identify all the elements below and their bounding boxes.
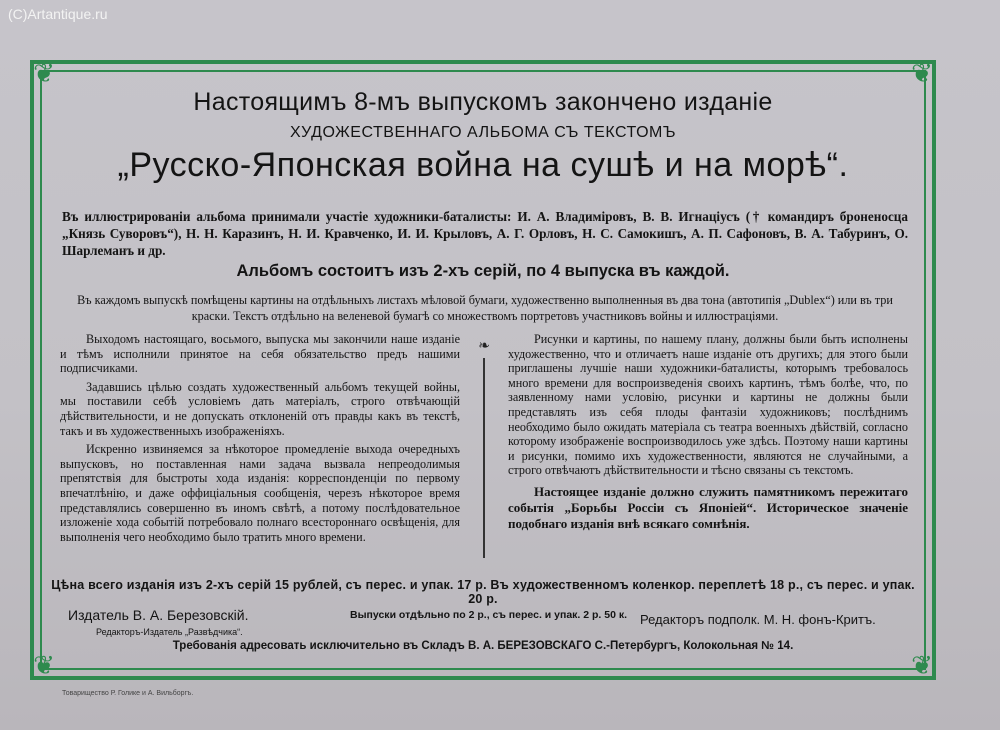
price-line: Цѣна всего изданія изъ 2-хъ серій 15 рублей, съ перес. и упак. 17 р. Въ художественномъ коленкор. переплетѣ 18 р., съ перес. и упак. 20 р.: [51, 578, 915, 606]
album-title: „Русско-Японская война на сушѣ и на морѣ“.: [117, 146, 849, 184]
intro-paragraph: Въ каждомъ выпускѣ помѣщены картины на отдѣльныхъ листахъ мѣловой бумаги, художественно выполненныя въ два тона (автотипія „Dublex“) или въ три краски. Текстъ отдѣльно на веленевой бумагѣ со множествомъ портретовъ участниковъ войны и иллюстраціями.: [77, 293, 893, 323]
order-address: Требованія адресовать исключительно въ Складъ В. А. БЕРЕЗОВСКАГО С.-Петербургъ, Колокольная № 14.: [172, 640, 794, 652]
left-paragraph: Искренно извиняемся за нѣкоторое промедленіе выхода очередныхъ выпусковъ, но поставленная нами задача вызвала непреодолимыя препятствія для быстроты хода изданія: корреспонденціи по первому впечатлѣнію, и даже оффиціальныя сообщенія, черезъ нѣкоторое время представлялись совершенно въ иномъ свѣтѣ, а потому послѣдовательное изложеніе хода событій потребовало полнаго всестороннаго освѣщенія, для выполненія чего необходимо было тратить много времени.: [60, 442, 460, 544]
scroll-ornament-icon: ❧: [478, 338, 490, 354]
watermark: (C)Artantique.ru: [8, 6, 108, 22]
corner-ornament-icon: ❦: [911, 59, 933, 89]
left-column: [60, 332, 460, 548]
publisher: Издатель В. А. Березовскій.: [68, 607, 249, 623]
right-paragraph: Рисунки и картины, по нашему плану, должны были быть исполнены художественно, что и отличаетъ наше изданіе отъ другихъ; для этого были приглашены лучшіе наши художники-баталисты, которымъ требовалось много времени для воспроизведенія своихъ картинъ, тѣмъ болѣе, что, по заявленному нами условію, рисунки и картины не должны были представлять изъ себя плоды фантазіи художниковъ; послѣднимъ необходимо было ожидать матеріала съ театра военныхъ дѣйствій, согласно которому изображеніе воспроизводилось уже здѣсь. Поэтому наши картины и рисунки, помимо ихъ художественности, являются не случайными, а строго отвѣчаютъ дѣйствительности и тѣсно связаны съ текстомъ.: [508, 332, 908, 478]
printer-imprint: Товарищество Р. Голике и А. Вильборгъ.: [62, 690, 194, 697]
series-info: Альбомъ состоитъ изъ 2-хъ серій, по 4 выпуска въ каждой.: [236, 262, 730, 280]
left-paragraph: Выходомъ настоящаго, восьмого, выпуска мы закончили наше изданіе и тѣмъ исполнили принятое на себя обязательство предъ нашими подписчиками.: [60, 332, 460, 376]
announcement-content: [50, 82, 916, 662]
column-divider: [478, 338, 490, 568]
publisher-subtitle: Редакторъ-Издатель „Развѣдчика“.: [96, 627, 243, 637]
corner-ornament-icon: ❦: [33, 59, 55, 89]
divider-line: [483, 358, 485, 558]
heading-line-1: Настоящимъ 8-мъ выпускомъ закончено изданіе: [193, 88, 773, 116]
issues-price: Выпуски отдѣльно по 2 р., съ перес. и упак. 2 р. 50 к.: [350, 609, 628, 621]
artists-paragraph: Въ иллюстрированіи альбома принимали участіе художники-баталисты: И. А. Владиміровъ, В. В. Игнаціусъ († командиръ броненосца „Князь Суворовъ“), Н. Н. Каразинъ, Н. И. Кравченко, И. И. Крыловъ, А. Г. Орловъ, Н. С. Самокишъ, А. П. Сафоновъ, В. А. Табуринъ, О. Шарлеманъ и др.: [62, 209, 908, 258]
editor: Редакторъ подполк. М. Н. фонъ-Критъ.: [640, 612, 876, 627]
closing-statement: Настоящее изданіе должно служить памятникомъ пережитаго событія „Борьбы Россіи съ Японіей“. Историческое значеніе подобнаго изданія внѣ всякаго сомнѣнія.: [508, 483, 908, 531]
left-paragraph: Задавшись цѣлью создать художественный альбомъ текущей войны, мы поставили себѣ условіемъ дать матеріалъ, строго отвѣчающій дѣйствительности, и не допускать отклоненій отъ правды какъ въ текстѣ, такъ и въ художественныхъ изображеніяхъ.: [60, 379, 460, 438]
right-column: [508, 332, 908, 536]
corner-ornament-icon: ❦: [33, 651, 55, 681]
heading-line-2: ХУДОЖЕСТВЕННАГО АЛЬБОМА СЪ ТЕКСТОМЪ: [289, 124, 677, 141]
corner-ornament-icon: ❦: [911, 651, 933, 681]
